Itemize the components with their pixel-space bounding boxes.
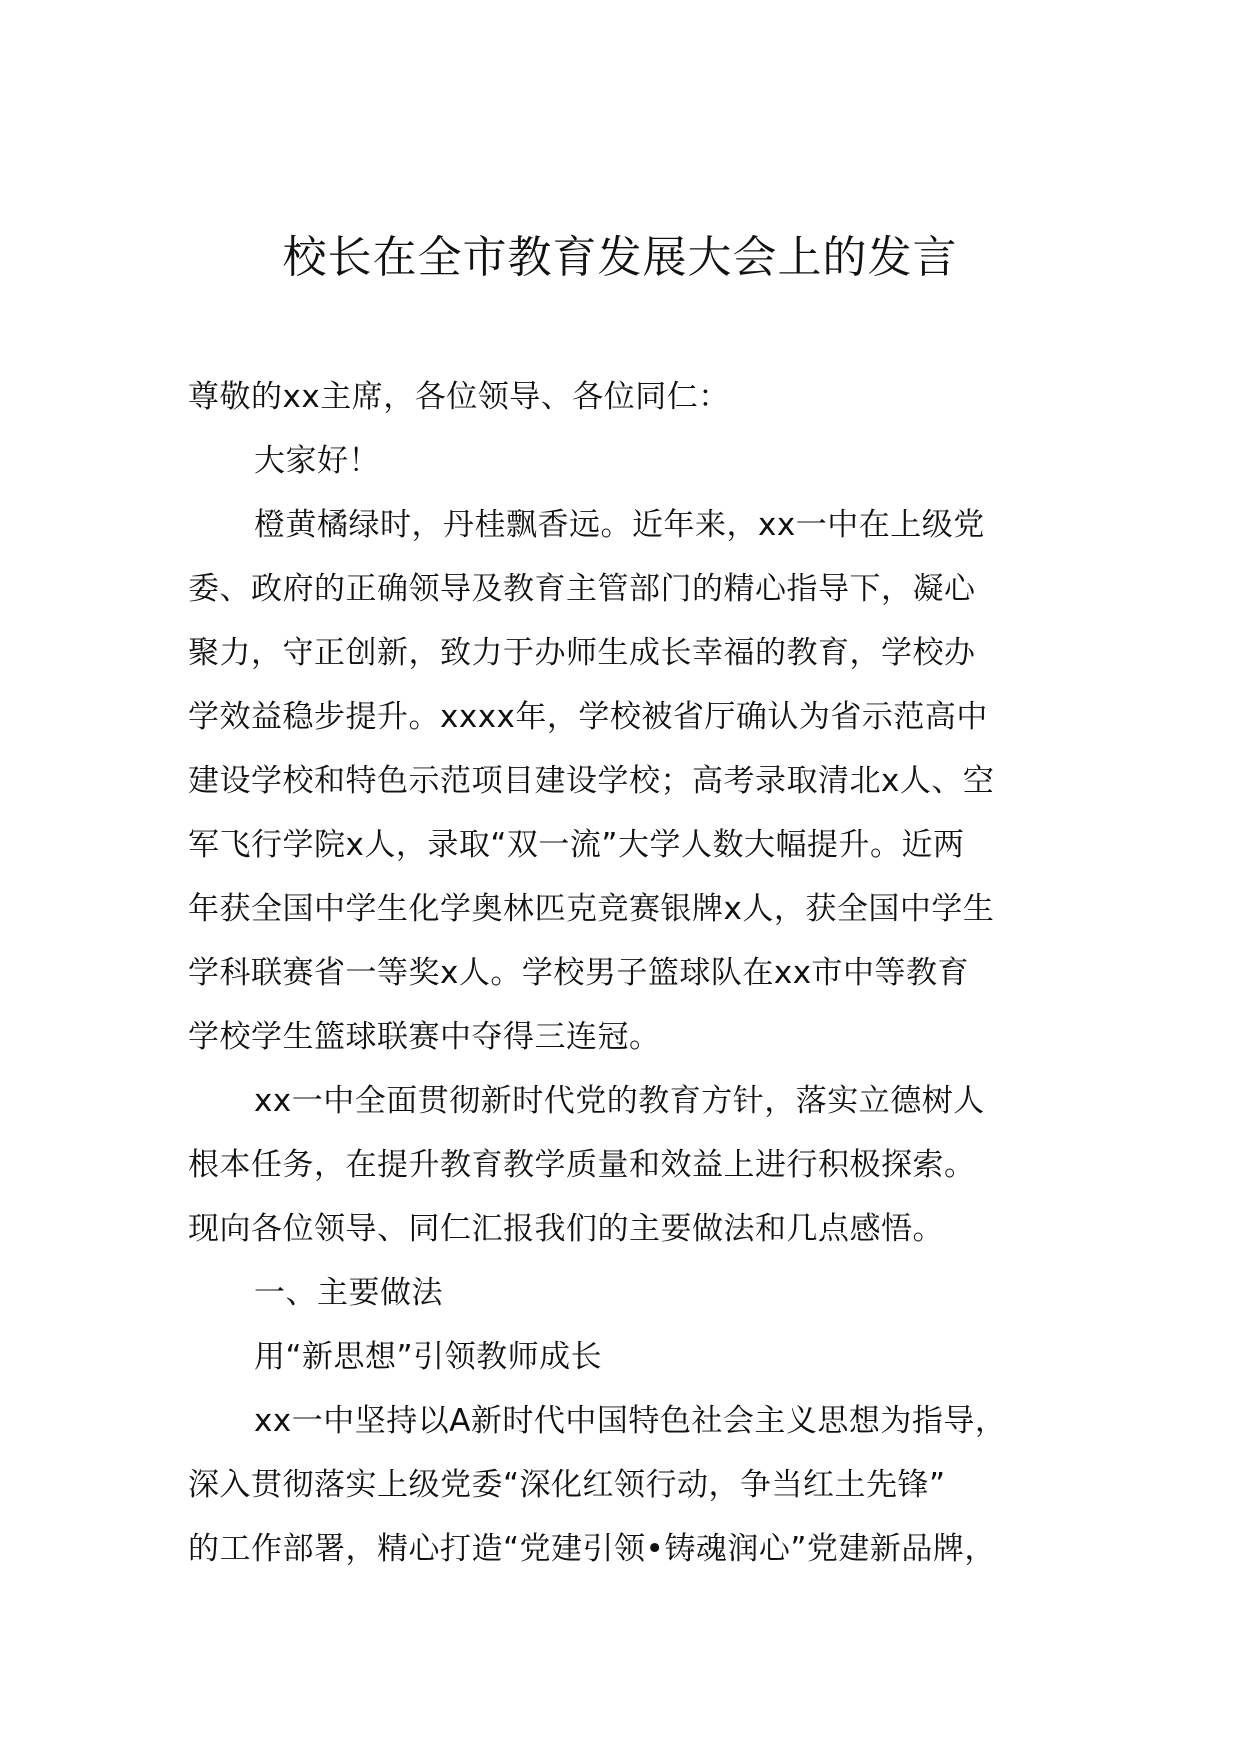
- paragraph-line: 军飞行学院x人，录取“双一流”大学人数大幅提升。近两: [188, 827, 965, 863]
- paragraph-line: 学科联赛省一等奖x人。学校男子篮球队在xx市中等教育: [188, 955, 970, 991]
- document-title: 校长在全市教育发展大会上的发言: [282, 232, 958, 283]
- paragraph-line: xx一中全面贯彻新时代党的教育方针，落实立德树人: [254, 1083, 985, 1119]
- paragraph-line: 现向各位领导、同仁汇报我们的主要做法和几点感悟。: [188, 1211, 944, 1247]
- paragraph-line: 用“新思想”引领教师成长: [254, 1339, 603, 1375]
- paragraph-line: 聚力，守正创新，致力于办师生成长幸福的教育，学校办: [188, 635, 976, 671]
- paragraph-line: 的工作部署，精心打造“党建引领•铸魂润心”党建新品牌，: [188, 1531, 996, 1567]
- document-body: [188, 365, 1088, 1581]
- paragraph-line: 委、政府的正确领导及教育主管部门的精心指导下，凝心: [188, 571, 976, 607]
- paragraph-line: 一、主要做法: [254, 1275, 443, 1311]
- paragraph-line: 尊敬的xx主席，各位领导、各位同仁：: [188, 379, 730, 415]
- paragraph-line: 橙黄橘绿时，丹桂飘香远。近年来，xx一中在上级党: [254, 507, 985, 543]
- paragraph-line: 建设学校和特色示范项目建设学校；高考录取清北x人、空: [188, 763, 995, 799]
- paragraph-line: 根本任务，在提升教育教学质量和效益上进行积极探索。: [188, 1147, 976, 1183]
- paragraph-line: 学效益稳步提升。xxxx年，学校被省厅确认为省示范高中: [188, 699, 988, 735]
- paragraph-line: 年获全国中学生化学奥林匹克竞赛银牌x人，获全国中学生: [188, 891, 995, 927]
- paragraph-line: xx一中坚持以A新时代中国特色社会主义思想为指导，: [254, 1403, 1007, 1439]
- paragraph-line: 深入贯彻落实上级党委“深化红领行动，争当红土先锋”: [188, 1467, 946, 1503]
- paragraph-line: 大家好！: [254, 443, 380, 479]
- paragraph-line: 学校学生篮球联赛中夺得三连冠。: [188, 1019, 661, 1055]
